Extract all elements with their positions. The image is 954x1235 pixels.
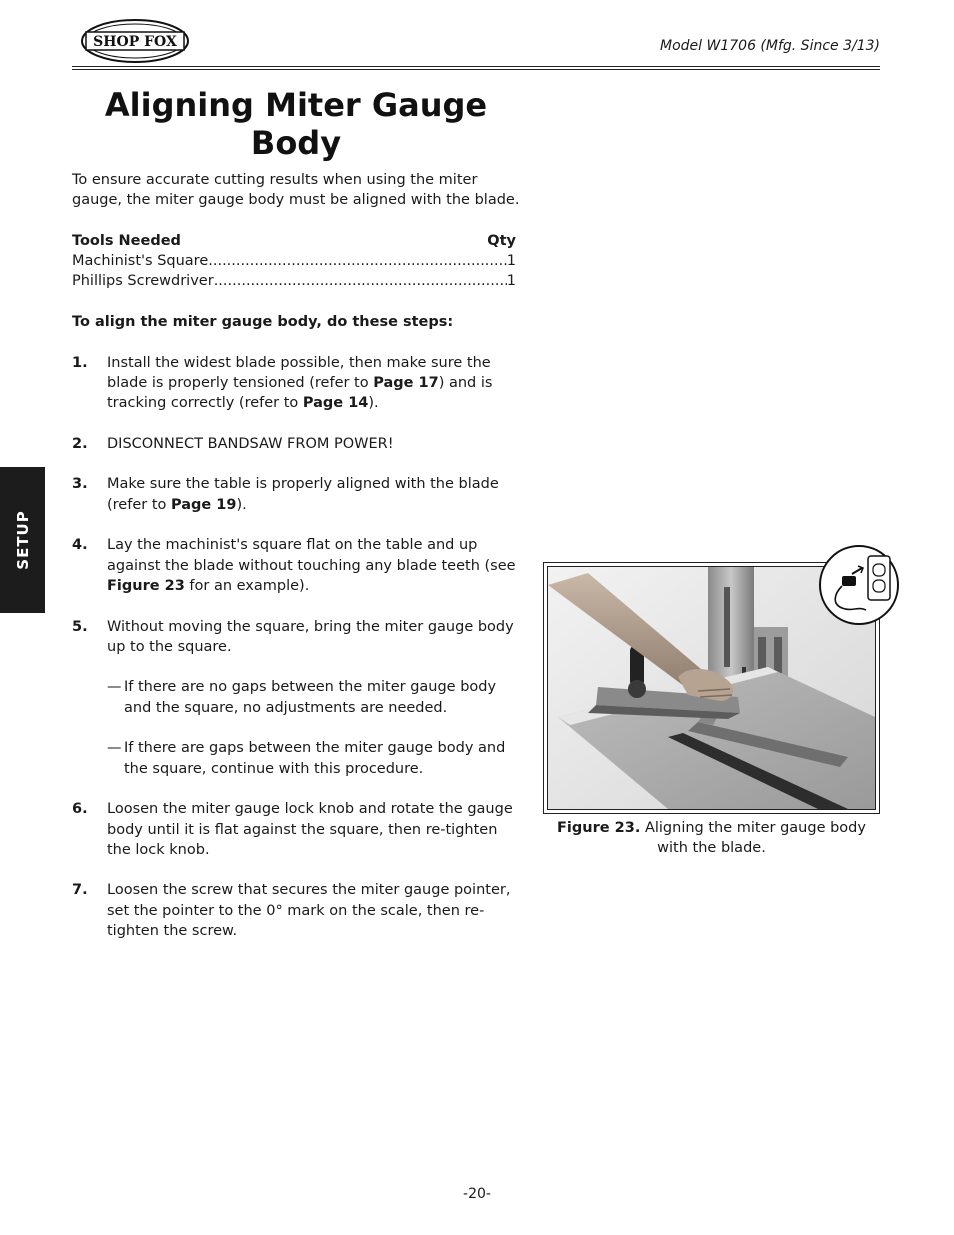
step-3 [72,474,524,515]
step-text: Lay the machinist's square flat on the table and up against the blade without touching any blade teeth (see Figure 23 for an example). [107,537,516,594]
side-tab-label: SETUP [13,510,32,570]
page-ref: Page 19 [170,496,237,513]
step-text: Install the widest blade possible, then make sure the blade is properly tensioned (refer to Page 17) and is tracking correctly (refer to Page 14). [107,354,493,412]
tools-header [72,231,516,251]
step-number: 3. [72,476,88,493]
step-number: 1. [72,354,88,371]
tool-qty: 1 [506,273,516,290]
step-number: 7. [72,882,88,899]
sub-step [72,677,524,718]
tool-qty: 1 [506,253,516,270]
tools-heading: Tools Needed [72,232,181,249]
shop-fox-logo [80,18,190,64]
step-4 [72,535,524,596]
intro-paragraph: To ensure accurate cutting results when using the miter gauge, the miter gauge body must be aligned with the blade. [72,172,520,209]
tool-name: Machinist's Square [72,253,209,270]
sub-step-text: If there are no gaps between the miter gauge body and the square, no adjustments are needed. [124,679,497,716]
step-number: 5. [72,618,88,635]
step-number: 6. [72,801,88,818]
step-text: Without moving the square, bring the miter gauge body up to the square. [107,618,514,655]
step-text: DISCONNECT BANDSAW FROM POWER! [107,435,394,452]
sub-step-text: If there are gaps between the miter gauge body and the square, continue with this procedure. [124,740,506,777]
page-number: -20- [463,1186,491,1202]
steps-heading: To align the miter gauge body, do these steps: [72,314,454,331]
step-6 [72,799,524,860]
step-5 [72,617,524,658]
page-ref: Page 14 [302,395,369,412]
tool-row [72,271,516,291]
header-rule [72,66,880,70]
qty-heading: Qty [487,232,516,249]
tool-name: Phillips Screwdriver [72,273,214,290]
step-text: Loosen the miter gauge lock knob and rotate the gauge body until it is flat against the square, then re-tighten the lock knob. [107,801,513,858]
step-number: 4. [72,537,88,554]
model-label: Model W1706 (Mfg. Since 3/13) [660,38,880,54]
dash: — [107,740,122,757]
step-text: Loosen the screw that secures the miter gauge pointer, set the pointer to the 0° mark on the scale, then re-tighten the screw. [107,882,511,939]
tool-row [72,251,516,271]
step-text: Make sure the table is properly aligned with the blade (refer to Page 19). [107,476,499,513]
step-1 [72,353,524,414]
logo-text: SHOP FOX [93,34,177,50]
figure-ref: Figure 23 [107,577,185,594]
figure-caption-text: Aligning the miter gauge body with the blade. [640,820,866,857]
page-ref: Page 17 [373,374,439,391]
dash: — [107,679,122,696]
main-column [72,170,524,941]
unplug-icon [818,544,900,626]
leader-dots [214,271,507,291]
step-number: 2. [72,435,88,452]
page-title: Aligning Miter Gauge Body [104,86,488,162]
figure-label: Figure 23. [557,820,641,836]
leader-dots [208,251,507,271]
sub-step [72,738,524,779]
figure-caption [543,818,880,859]
step-2 [72,434,524,454]
step-7 [72,880,524,941]
section-side-tab [0,467,45,613]
